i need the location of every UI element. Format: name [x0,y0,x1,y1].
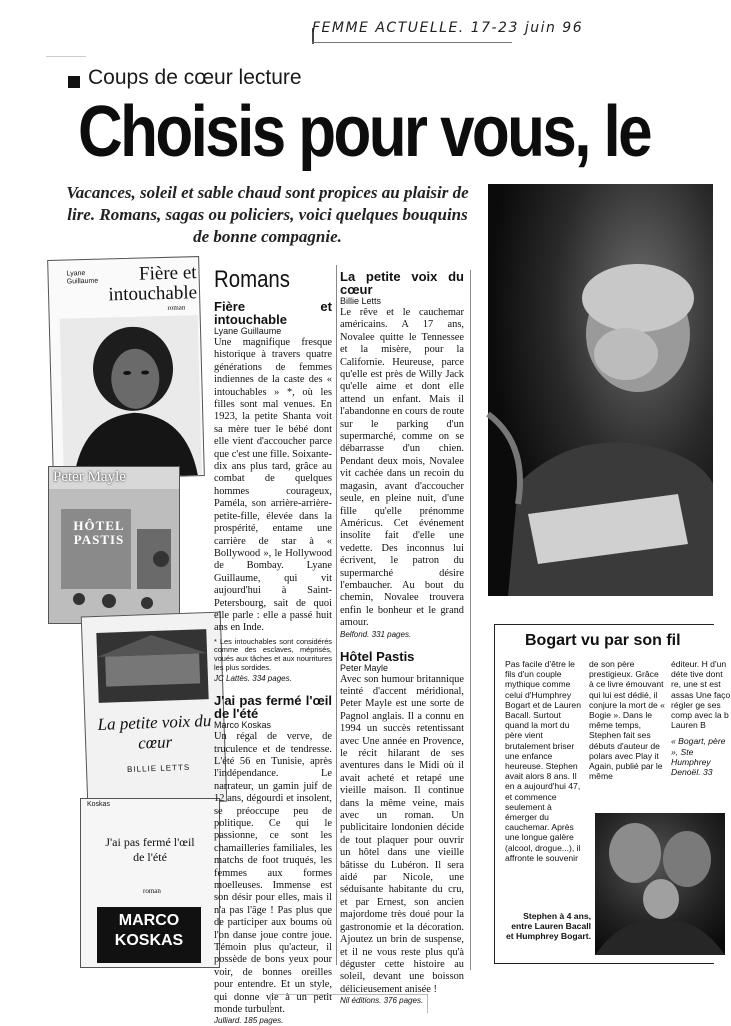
book-title: Hôtel Pastis [340,648,415,664]
cover-title: La petite voix du cœur [97,711,212,753]
photo-caption: Stephen à 4 ans, entre Lauren Bacall et Humphrey Bogart. [506,911,591,941]
article-column-2 [340,270,464,1006]
book-review: Avec son humour britannique teinté d'accent méridional, Peter Mayle est une sorte de Pagnol anglais. Il a connu en 1994 un succès retentissant avec Une année en Provence, le récit hilarant de ses aventures dans le Midi où il avait acheté et retapé une vieille maison. Il continue dans la même veine, mais avec un roman. Un publicitaire londonien décide de tout plaquer pour ouvrir un hôtel dans une vieille bâtisse du Lubéron. Il sera aidé par Nicole, une séduisante habitante du cru, et par Ernest, son ancien majordome très doué pour la gastronomie et la décoration. Ajoutez un brin de suspense, et il ne vous reste plus qu'à déguster cette histoire au soleil, devant une boisson délicieusement anisée ! [340,673,464,995]
book-author: Billie Letts [340,296,382,306]
source-underline [312,42,512,43]
scan-mark [46,56,86,57]
cover-illustration [96,629,208,703]
cover-title: Fière et intouchable [108,262,198,306]
scan-footer-mark [270,994,428,1013]
section-bullet [68,76,80,88]
cover-author-band: MARCO KOSKAS [97,907,201,963]
cover-author-small: Koskas [87,801,110,808]
photo-shapes [488,184,713,596]
sidebar-column-3-ref: « Bogart, père », Ste Humphrey Denoël. 33 [671,736,726,778]
lede: Vacances, soleil et sable chaud sont propices au plaisir de lire. Romans, sagas ou policiers, voici quelques bouquins de bonne compagnie. [66,183,469,246]
cover-tag: roman [143,887,161,895]
publisher: Belfond. 331 pages. [340,629,412,639]
illustration-photo-reader [488,184,713,596]
article-column-1 [214,300,332,1026]
publisher: Julliard. 185 pages. [214,1016,284,1026]
source-line: FEMME ACTUELLE. 17-23 juin 96 [312,20,584,36]
column-rule [470,270,471,970]
book-review: Le rêve et le cauchemar américains. A 17 ans, Novalee quitte le Tennessee et la misère, pour la Californie. Heureuse, parce qu'elle est près de Willy Jack qu'elle aime et dont elle attend un enfant. Mais il l'abandonne en cours de route sur le parking d'un supermarché, comme on se débarrasse d'un chien. Pendant deux mois, Novalee vit cachée dans un recoin du magasin, avant d'accoucher seule, en pleine nuit, d'une fille qu'elle prénomme Américus. Cet événement insolite fait d'elle une vedette. Des inconnus lui écrivent, le patron du supermarché désire l'embaucher. Au bout du chemin, Novalee trouvera enfin le bonheur et le grand amour. [340,307,464,629]
sidebar-column-1: Pas facile d'être le fils d'un couple mythique comme celui d'Humphrey Bogart et de Lauren Bacall. Surtout quand la mort du père vient brutalement briser une enfance heureuse. Stephen avait alors 8 ans. Il en a aujourd'hui 47, et commence seulement à émerger du cauchemar. Après une longue galère (alcool, drogue...), il affronte le souvenir [505,659,581,863]
book-author: Lyane Guillaume [214,326,282,336]
cover-title: J'ai pas fermé l'œil de l'été [105,835,195,864]
publisher: Nil éditions. 376 pages. [340,996,424,1006]
sidebar-column-3 [671,659,731,777]
book-title: Fière et intouchable [214,299,332,327]
cover-author: BILLIE LETTS [126,762,191,774]
publisher: JC Lattès. 334 pages. [214,674,292,684]
book-author: Marco Koskas [214,720,272,731]
bogart-family-photo [595,813,725,955]
romans-title: Romans [214,266,290,293]
book-cover-hotel-pastis [48,466,180,624]
section-label: Coups de cœur lecture [88,66,302,89]
bogart-sidebar [494,624,731,964]
sidebar-column-2: de son père prestigieux. Grâce à ce livre émouvant qui lui est dédié, il conjure la mort de « Bogie ». Dans le même temps, Stephen fait ses débuts d'auteur de polars avec Play it Again, publié par le même [589,659,665,782]
sidebar-title: Bogart vu par son fil [525,632,681,649]
book-author: Peter Mayle [340,662,389,673]
sidebar-column-3-text: éditeur. H d'un déte tive dont re, une st est assas Une faço régler ge ses comp avec la b Lauren B [671,659,731,731]
headline: Choisis pour vous, le [78,92,651,172]
cover-illustration [49,489,179,623]
cover-portrait [60,315,202,479]
book-cover-la-petite-voix-du-coeur [81,612,228,807]
footnote: * Les intouchables sont considérés comme des esclaves, méprisés, voués aux tâches et aux nourritures les plus sordides. [214,636,332,672]
photo-shapes [595,813,725,955]
book-cover-fiere-et-intouchable [47,256,205,480]
book-title: La petite voix du cœur [340,269,464,297]
column-rule [336,265,337,965]
cover-author: Peter Mayle [53,469,126,485]
book-cover-jai-pas-ferme-loeil [80,798,220,968]
cover-title: HÔTEL PASTIS [73,518,125,547]
cover-author: Lyane Guillaume [66,270,99,286]
book-review: Une magnifique fresque historique à travers quatre générations de femmes indiennes de la caste des « intouchables » *, où les filles sont mal venues. En 1923, la petite Shanta voit sa mère tuer le bébé dont elle vient d'accoucher parce que c'est une fille. Soixante-dix ans plus tard, grâce au combat de quelques hommes courageux, Paméla, son arrière-arrière-petite-fille, élevée dans la prospérité, entame une carrière de star à « Bollywood », le Hollywood de Bombay. Lyane Guillaume, qui vit aujourd'hui à Saint-Petersbourg, sait de quoi elle parle : elle a passé huit ans en Inde. [214,337,332,634]
book-title: J'ai pas fermé l'œil de l'été [214,693,332,722]
cover-tag: roman [167,303,186,312]
book-review: Un régal de verve, de truculence et de tendresse. L'été 56 en Tunisie, après l'indépendance. Le narrateur, un gamin juif de 12 ans, dégourdi et insolent, se préoccupe peu de politique. Ce qui le passionne, ce sont les chamailleries familiales, les matchs de foot truqués, les femmes aux formes moelleuses. Immense est son désir pour elles, mais il n'a pas l'âge ! Pas plus que de participer aux boums où l'on danse joue contre joue. Témoin plus qu'acteur, il possède de bons yeux pour voir, de bonnes oreilles pour entendre. Et un style, qui donne vie à un petit monde turbulent. [214,731,332,1016]
